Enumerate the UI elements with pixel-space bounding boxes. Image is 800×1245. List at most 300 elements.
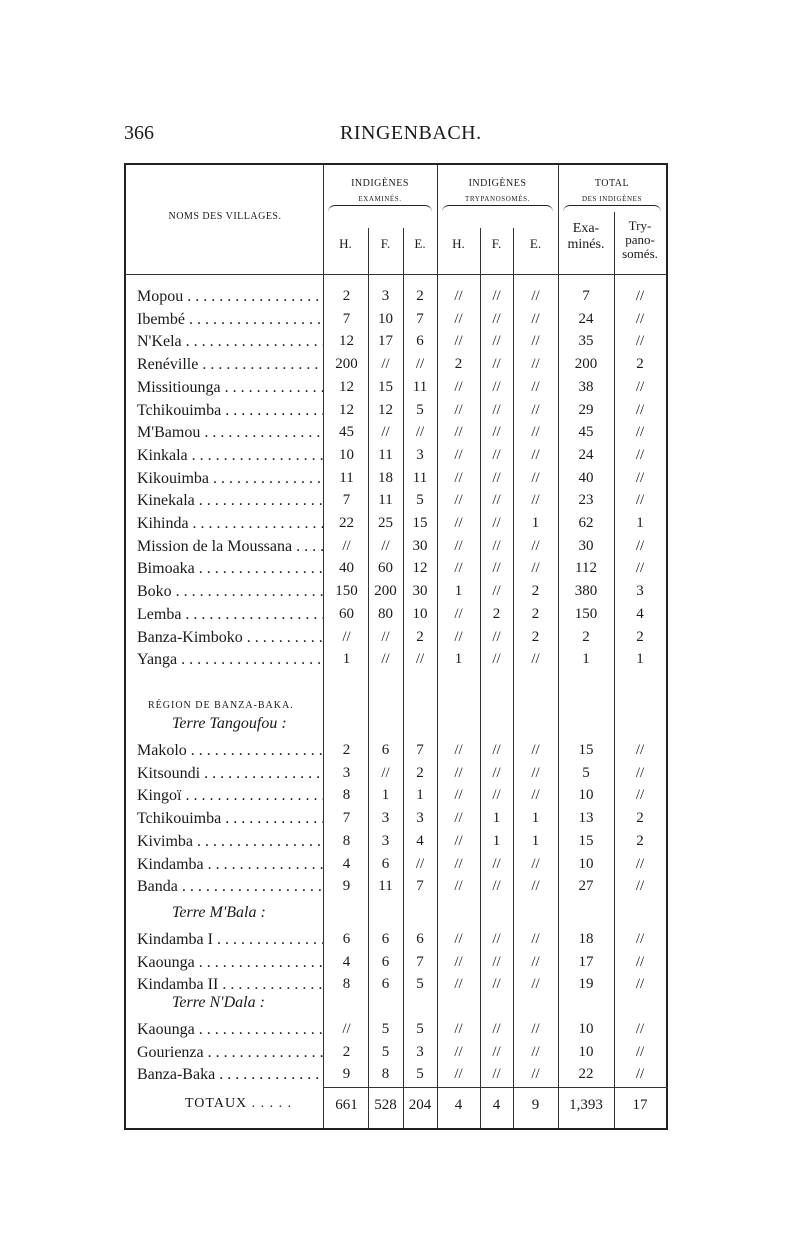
table-cell: // [342,537,351,554]
table-cell: 35 [578,333,594,350]
table-cell: // [381,537,390,554]
table-cell: 1 [531,515,540,531]
group-total-subtitle: DES INDIGÈNES [581,195,643,203]
total-cell: 528 [374,1097,397,1113]
table-cell: // [492,583,501,600]
table-cell: 150 [335,583,358,600]
table-cell: 6 [381,855,390,872]
table-cell: // [531,492,540,509]
table-row [0,308,800,331]
village-name: Mopou . . . [137,285,323,308]
table-cell: 24 [578,446,594,463]
table-cell: 10 [412,605,428,622]
table-cell: // [531,1066,540,1083]
table-cell: 60 [378,560,393,577]
table-cell: 10 [578,787,594,804]
table-cell: 3 [416,810,424,827]
page-number: 366 [124,122,154,144]
total-cell: 17 [632,1097,648,1113]
table-cell: 17 [378,333,393,350]
table-cell: // [381,651,390,668]
table-cell: 3 [416,1043,424,1060]
table-cell: 11 [412,378,428,395]
table-cell: 3 [381,832,390,849]
table-cell: 5 [416,976,424,993]
table-cell: // [454,953,463,970]
table-cell: // [635,742,645,758]
table-cell: // [381,424,390,441]
table-cell: // [454,832,463,849]
table-row [0,444,800,467]
total-cell: 4 [492,1097,501,1113]
table-cell: 30 [412,583,428,600]
table-cell: // [454,628,463,645]
table-cell: 1 [454,583,463,600]
table-cell: 3 [381,810,390,827]
table-cell: 45 [578,424,594,441]
total-cell: 4 [454,1097,463,1113]
table-cell: 4 [636,605,644,622]
table-cell: 2 [342,1043,351,1060]
table-cell: 200 [335,356,358,373]
table-cell: 30 [412,537,428,554]
table-cell: // [635,764,645,781]
table-cell: 7 [342,492,351,509]
village-name: Kindamba II . . . [137,973,323,996]
table-cell: 9 [342,1066,351,1083]
table-cell: // [531,288,540,304]
table-cell: // [635,931,645,947]
table-cell: // [492,446,501,463]
table-cell: 8 [342,832,351,849]
village-name: Kingoï . . . [137,784,323,807]
table-cell: // [454,764,463,781]
table-cell: // [492,288,501,304]
table-cell: // [531,560,540,577]
village-name: Banda . . . [137,875,323,898]
table-cell: // [635,976,645,993]
table-cell: // [531,953,540,970]
table-cell: 12 [339,333,354,350]
table-row [0,421,800,444]
total-cell: 9 [531,1097,540,1113]
table-cell: 1 [582,651,590,668]
table-row [0,1041,800,1064]
table-cell: 10 [578,1043,594,1060]
table-cell: // [531,855,540,872]
table-cell: 1 [492,810,501,827]
table-cell: 11 [378,492,393,509]
table-cell: 8 [342,976,351,993]
brace [563,205,661,212]
table-cell: // [531,356,540,373]
village-name: Banza-Baka . . . [137,1063,323,1086]
table-cell: 2 [342,742,351,758]
table-cell: 10 [578,1021,594,1037]
village-name: Lemba . . . [137,603,323,626]
table-cell: // [454,787,463,804]
table-cell: 200 [374,583,397,600]
table-cell: // [454,810,463,827]
table-cell: // [531,378,540,395]
table-cell: // [531,1021,540,1037]
table-cell: 12 [339,401,354,418]
subhead-e: E. [414,236,426,251]
table-cell: 38 [578,378,594,395]
table-cell: 12 [378,401,393,418]
table-cell: // [492,764,501,781]
table-row [0,1018,800,1041]
table-cell: 18 [378,469,393,486]
table-cell: 2 [636,810,644,827]
table-cell: // [635,424,645,441]
table-cell: // [415,651,425,668]
table-cell: // [454,401,463,418]
table-cell: 3 [636,583,644,600]
table-cell: 62 [578,515,594,531]
table-row [0,535,800,558]
village-name: Bimoaka . . . [137,557,323,580]
table-cell: 13 [578,810,594,827]
table-cell: 150 [574,605,598,622]
table-cell: // [492,537,501,554]
table-cell: 2 [531,605,540,622]
table-cell: // [531,931,540,947]
table-row [0,807,800,830]
group-trypanosomed-title: INDIGÈNES [468,178,527,189]
table-cell: 4 [342,855,351,872]
table-cell: 2 [342,288,351,304]
table-cell: // [635,446,645,463]
village-name: Kinkala . . . [137,444,323,467]
table-cell: 200 [574,356,598,373]
village-name: Kikouimba . . . [137,467,323,490]
table-cell: 5 [381,1043,390,1060]
subhead-trypanosomes: Try- pano- somés. [622,218,658,261]
table-cell: 5 [381,1021,390,1037]
subhead-h: H. [339,236,352,251]
table-cell: 19 [578,976,594,993]
table-cell: // [381,764,390,781]
table-cell: 40 [339,560,354,577]
table-cell: // [454,605,463,622]
table-cell: // [635,1066,645,1083]
table-cell: // [635,288,645,304]
table-cell: 15 [578,742,594,758]
village-name: Kitsoundi . . . [137,762,323,785]
table-cell: 1 [531,832,540,849]
table-row [0,830,800,853]
table-cell: 7 [416,878,424,895]
table-cell: 17 [578,953,594,970]
total-cell: 204 [408,1097,432,1113]
table-cell: 2 [416,764,424,781]
table-cell: // [492,787,501,804]
village-name: Kinekala . . . [137,489,323,512]
table-cell: // [454,976,463,993]
table-cell: // [454,1043,463,1060]
table-cell: // [492,976,501,993]
table-cell: 2 [416,288,424,304]
table-cell: 6 [381,953,390,970]
table-cell: // [415,855,425,872]
table-cell: // [342,1021,351,1037]
table-row [0,603,800,626]
table-cell: // [635,1021,645,1037]
table-row [0,376,800,399]
running-head: RINGENBACH. [340,122,482,144]
table-cell: // [492,1021,501,1037]
table-row [0,399,800,422]
table-cell: 11 [339,469,354,486]
table-cell: // [415,424,425,441]
table-cell: 18 [578,931,594,947]
table-cell: // [492,628,501,645]
table-row [0,626,800,649]
table-cell: 380 [574,583,598,600]
table-cell: 22 [339,515,354,531]
village-name: Missitiounga . . . [137,376,323,399]
table-cell: // [531,446,540,463]
table-cell: // [454,855,463,872]
totals-row [0,1094,800,1117]
table-cell: // [492,1043,501,1060]
table-row [0,739,800,762]
village-name: M'Bamou . . . [137,421,323,444]
table-cell: // [635,560,645,577]
table-cell: // [492,424,501,441]
village-name: Kihinda . . . [137,512,323,535]
subhead-e: E. [529,236,542,251]
table-cell: // [635,953,645,970]
table-cell: 10 [578,855,594,872]
table-cell: 2 [492,605,501,622]
village-name: Tchikouimba . . . [137,807,323,830]
table-cell: 11 [378,878,393,895]
table-row [0,330,800,353]
table-row [0,1063,800,1086]
total-cell: 1,393 [569,1097,603,1113]
table-cell: 45 [339,424,354,441]
village-name: Kindamba I . . . [137,928,323,951]
table-cell: // [381,628,390,645]
table-row [0,285,800,308]
group-examined-title: INDIGÈNES [351,178,409,189]
village-name: Boko . . . [137,580,323,603]
table-cell: // [454,537,463,554]
table-cell: 10 [378,310,393,327]
table-cell: 29 [578,401,594,418]
col-names-header: NOMS DES VILLAGES. [168,211,282,222]
table-cell: // [454,931,463,947]
table-cell: 3 [416,446,424,463]
table-cell: 12 [339,378,354,395]
subhead-f: F. [380,236,391,251]
table-cell: 6 [416,333,424,350]
table-cell: 7 [416,310,424,327]
table-cell: // [531,537,540,554]
table-cell: 6 [381,976,390,993]
village-name: Kaounga . . . [137,1018,323,1041]
table-cell: 7 [342,810,351,827]
table-cell: 5 [416,401,424,418]
table-cell: // [454,1066,463,1083]
table-cell: // [531,976,540,993]
region-label: RÉGION DE BANZA-BAKA. [148,700,294,711]
table-cell: 1 [636,651,644,668]
table-cell: 1 [531,810,540,827]
table-cell: // [381,356,390,373]
table-cell: // [635,333,645,350]
table-cell: // [531,787,540,804]
table-cell: 6 [416,931,424,947]
table-row [0,512,800,535]
table-cell: 1 [342,651,351,668]
table-cell: // [492,469,501,486]
village-name: Kivimba . . . [137,830,323,853]
table-cell: 2 [416,628,424,645]
table-row [0,973,800,996]
table-cell: 2 [531,628,540,645]
table-cell: // [492,515,501,531]
table-cell: 23 [578,492,594,509]
table-cell: // [492,356,501,373]
table-cell: 1 [454,651,463,668]
table-cell: 7 [416,953,424,970]
table-cell: 30 [578,537,594,554]
table-cell: // [454,469,463,486]
table-cell: // [454,878,463,895]
header-rule [124,274,668,275]
terre-mbala-label: Terre M'Bala : [172,904,266,921]
table-cell: 5 [416,492,424,509]
table-cell: // [454,310,463,327]
table-cell: // [531,1043,540,1060]
table-cell: // [635,492,645,509]
table-cell: // [635,378,645,395]
group-examined-subtitle: EXAMINÉS. [358,195,402,203]
subhead-examines: Exa- minés. [567,221,605,252]
brace [328,205,432,212]
table-cell: // [454,288,463,304]
table-cell: // [531,401,540,418]
table-cell: 1 [416,787,424,804]
group-total-title: TOTAL [594,178,630,189]
table-cell: // [492,401,501,418]
table-row [0,467,800,490]
table-cell: // [531,310,540,327]
table-row [0,784,800,807]
table-row [0,557,800,580]
group-trypanosomed-subtitle: TRYPANOSOMÉS. [465,195,530,203]
village-name: Ibembé . . . [137,308,323,331]
table-cell: // [492,855,501,872]
total-cell: 661 [335,1097,358,1113]
table-cell: // [492,378,501,395]
table-cell: // [492,878,501,895]
village-name: Tchikouimba . . . [137,399,323,422]
table-row [0,928,800,951]
village-name: Renéville . . . [137,353,323,376]
table-cell: // [342,628,351,645]
table-cell: // [454,424,463,441]
table-cell: // [454,1021,463,1037]
table-cell: 4 [416,832,424,849]
table-cell: 60 [339,605,354,622]
table-cell: 2 [636,628,644,645]
table-cell: // [454,492,463,509]
table-row [0,875,800,898]
table-cell: // [635,1043,645,1060]
table-cell: // [492,310,501,327]
table-cell: 2 [582,628,590,645]
table-cell: 27 [578,878,594,895]
table-cell: 40 [578,469,594,486]
table-cell: // [492,651,501,668]
table-cell: 2 [454,356,463,373]
table-cell: // [531,764,540,781]
table-cell: 3 [342,764,351,781]
table-cell: 9 [342,878,351,895]
table-cell: // [531,424,540,441]
table-cell: 15 [578,832,594,849]
table-cell: 12 [412,560,428,577]
table-cell: 2 [636,832,644,849]
table-cell: 10 [339,446,354,463]
table-cell: 6 [342,931,351,947]
terre-tangoufou-label: Terre Tangoufou : [172,715,287,732]
village-name: Kaounga . . . [137,951,323,974]
village-name: Gourienza . . . [137,1041,323,1064]
table-cell: // [454,378,463,395]
table-cell: 2 [636,356,644,373]
table-row [0,353,800,376]
table-cell: 15 [412,515,428,531]
table-cell: // [635,537,645,554]
table-cell: // [635,469,645,486]
table-cell: // [492,742,501,758]
table-cell: // [454,446,463,463]
table-cell: 80 [378,605,393,622]
table-cell: // [531,469,540,486]
table-cell: 4 [342,953,351,970]
table-cell: // [454,560,463,577]
table-cell: // [492,953,501,970]
table-cell: 8 [381,1066,390,1083]
village-name: Yanga . . . [137,648,323,671]
table-cell: 8 [342,787,351,804]
table-cell: // [635,787,645,804]
table-cell: 5 [416,1066,424,1083]
table-cell: 7 [342,310,351,327]
table-cell: 3 [381,288,390,304]
table-cell: 11 [412,469,428,486]
table-cell: // [492,492,501,509]
village-name: Mission de la Moussana . . . [137,535,323,558]
table-cell: // [454,742,463,758]
table-cell: // [635,310,645,327]
table-cell: // [635,855,645,872]
table-row [0,648,800,671]
table-cell: 22 [578,1066,594,1083]
table-cell: // [454,333,463,350]
subhead-f: F. [491,236,502,251]
subhead-h: H. [452,236,465,251]
table-row [0,951,800,974]
table-cell: 7 [416,742,424,758]
table-cell: 15 [378,378,393,395]
table-cell: // [531,742,540,758]
